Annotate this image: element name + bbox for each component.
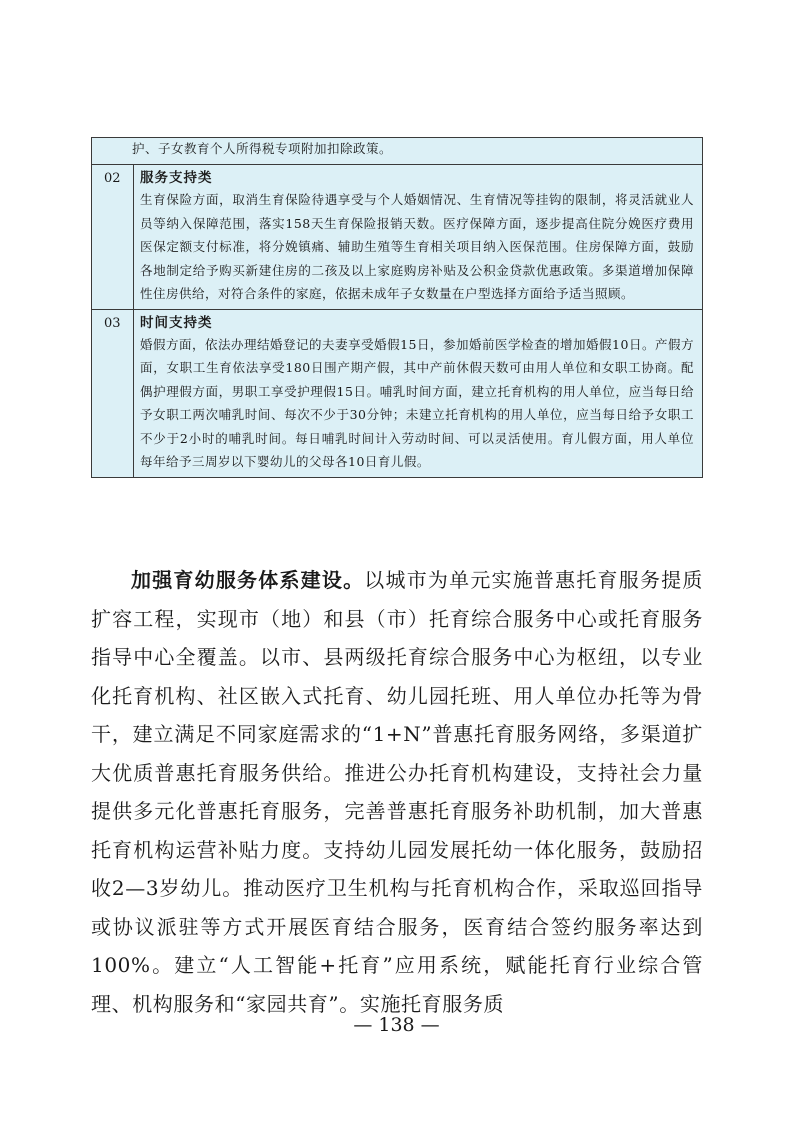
section-title: 时间支持类	[140, 314, 213, 331]
table-row-continuation	[92, 138, 703, 165]
paragraph-text: 以城市为单元实施普惠托育服务提质扩容工程，实现市（地）和县（市）托育综合服务中心或托育服务指导中心全覆盖。以市、县两级托育综合服务中心为枢纽，以专业化托育机构、社区嵌入式托育、幼儿园托班、用人单位办托等为骨干，建立满足不同家庭需求的“1+N”普惠托育服务网络，多渠道扩大优质普惠托育服务供给。推进公办托育机构建设，支持社会力量提供多元化普惠托育服务，完善普惠托育服务补助机制，加大普惠托育机构运营补贴力度。支持幼儿园发展托幼一体化服务，鼓励招收2—3岁幼儿。推动医疗卫生机构与托育机构合作，采取巡回指导或协议派驻等方式开展医育结合服务，医育结合签约服务率达到100%。建立“人工智能+托育”应用系统，赋能托育行业综合管理、机构服务和“家园共育”。实施托育服务质	[91, 568, 703, 1016]
continuation-text: 护、子女教育个人所得税专项附加扣除政策。	[92, 138, 703, 165]
section-title: 服务支持类	[140, 170, 213, 186]
section-text: 婚假方面，依法办理结婚登记的夫妻享受婚假15日，参加婚前医学检查的增加婚假10日。产假方面，女职工生育依法享受180日围产期产假，其中产前休假天数可由用人单位和女职工协商。配偶护理假方面，男职工享受护理假15日。哺乳时间方面，建立托育机构的用人单位，应当每日给予女职工两次哺乳时间、每次不少于30分钟；未建立托育机构的用人单位，应当每日给予女职工不少于2小时的哺乳时间。每日哺乳时间计入劳动时间、可以灵活使用。育儿假方面，用人单位每年给予三周岁以下婴幼儿的父母各10日育儿假。	[140, 336, 694, 469]
body-paragraph	[91, 561, 703, 1023]
section-text: 生育保险方面，取消生育保险待遇享受与个人婚姻情况、生育情况等挂钩的限制，将灵活就业人员等纳入保障范围，落实158天生育保险报销天数。医疗保障方面，逐步提高住院分娩医疗费用医保定额支付标准，将分娩镇痛、辅助生殖等生育相关项目纳入医保范围。住房保障方面，鼓励各地制定给予购买新建住房的二孩及以上家庭购房补贴及公积金贷款优惠政策。多渠道增加保障性住房供给，对符合条件的家庭，依据未成年子女数量在户型选择方面给予适当照顾。	[140, 192, 694, 301]
section-content	[134, 309, 703, 477]
policy-table	[91, 137, 703, 478]
section-number: 02	[92, 165, 134, 310]
table-row-section-02	[92, 165, 703, 310]
section-content	[134, 165, 703, 310]
paragraph-lead: 加强育幼服务体系建设。	[131, 568, 365, 592]
table-row-section-03	[92, 309, 703, 477]
section-number: 03	[92, 309, 134, 477]
page-number: — 138 —	[353, 1014, 440, 1036]
